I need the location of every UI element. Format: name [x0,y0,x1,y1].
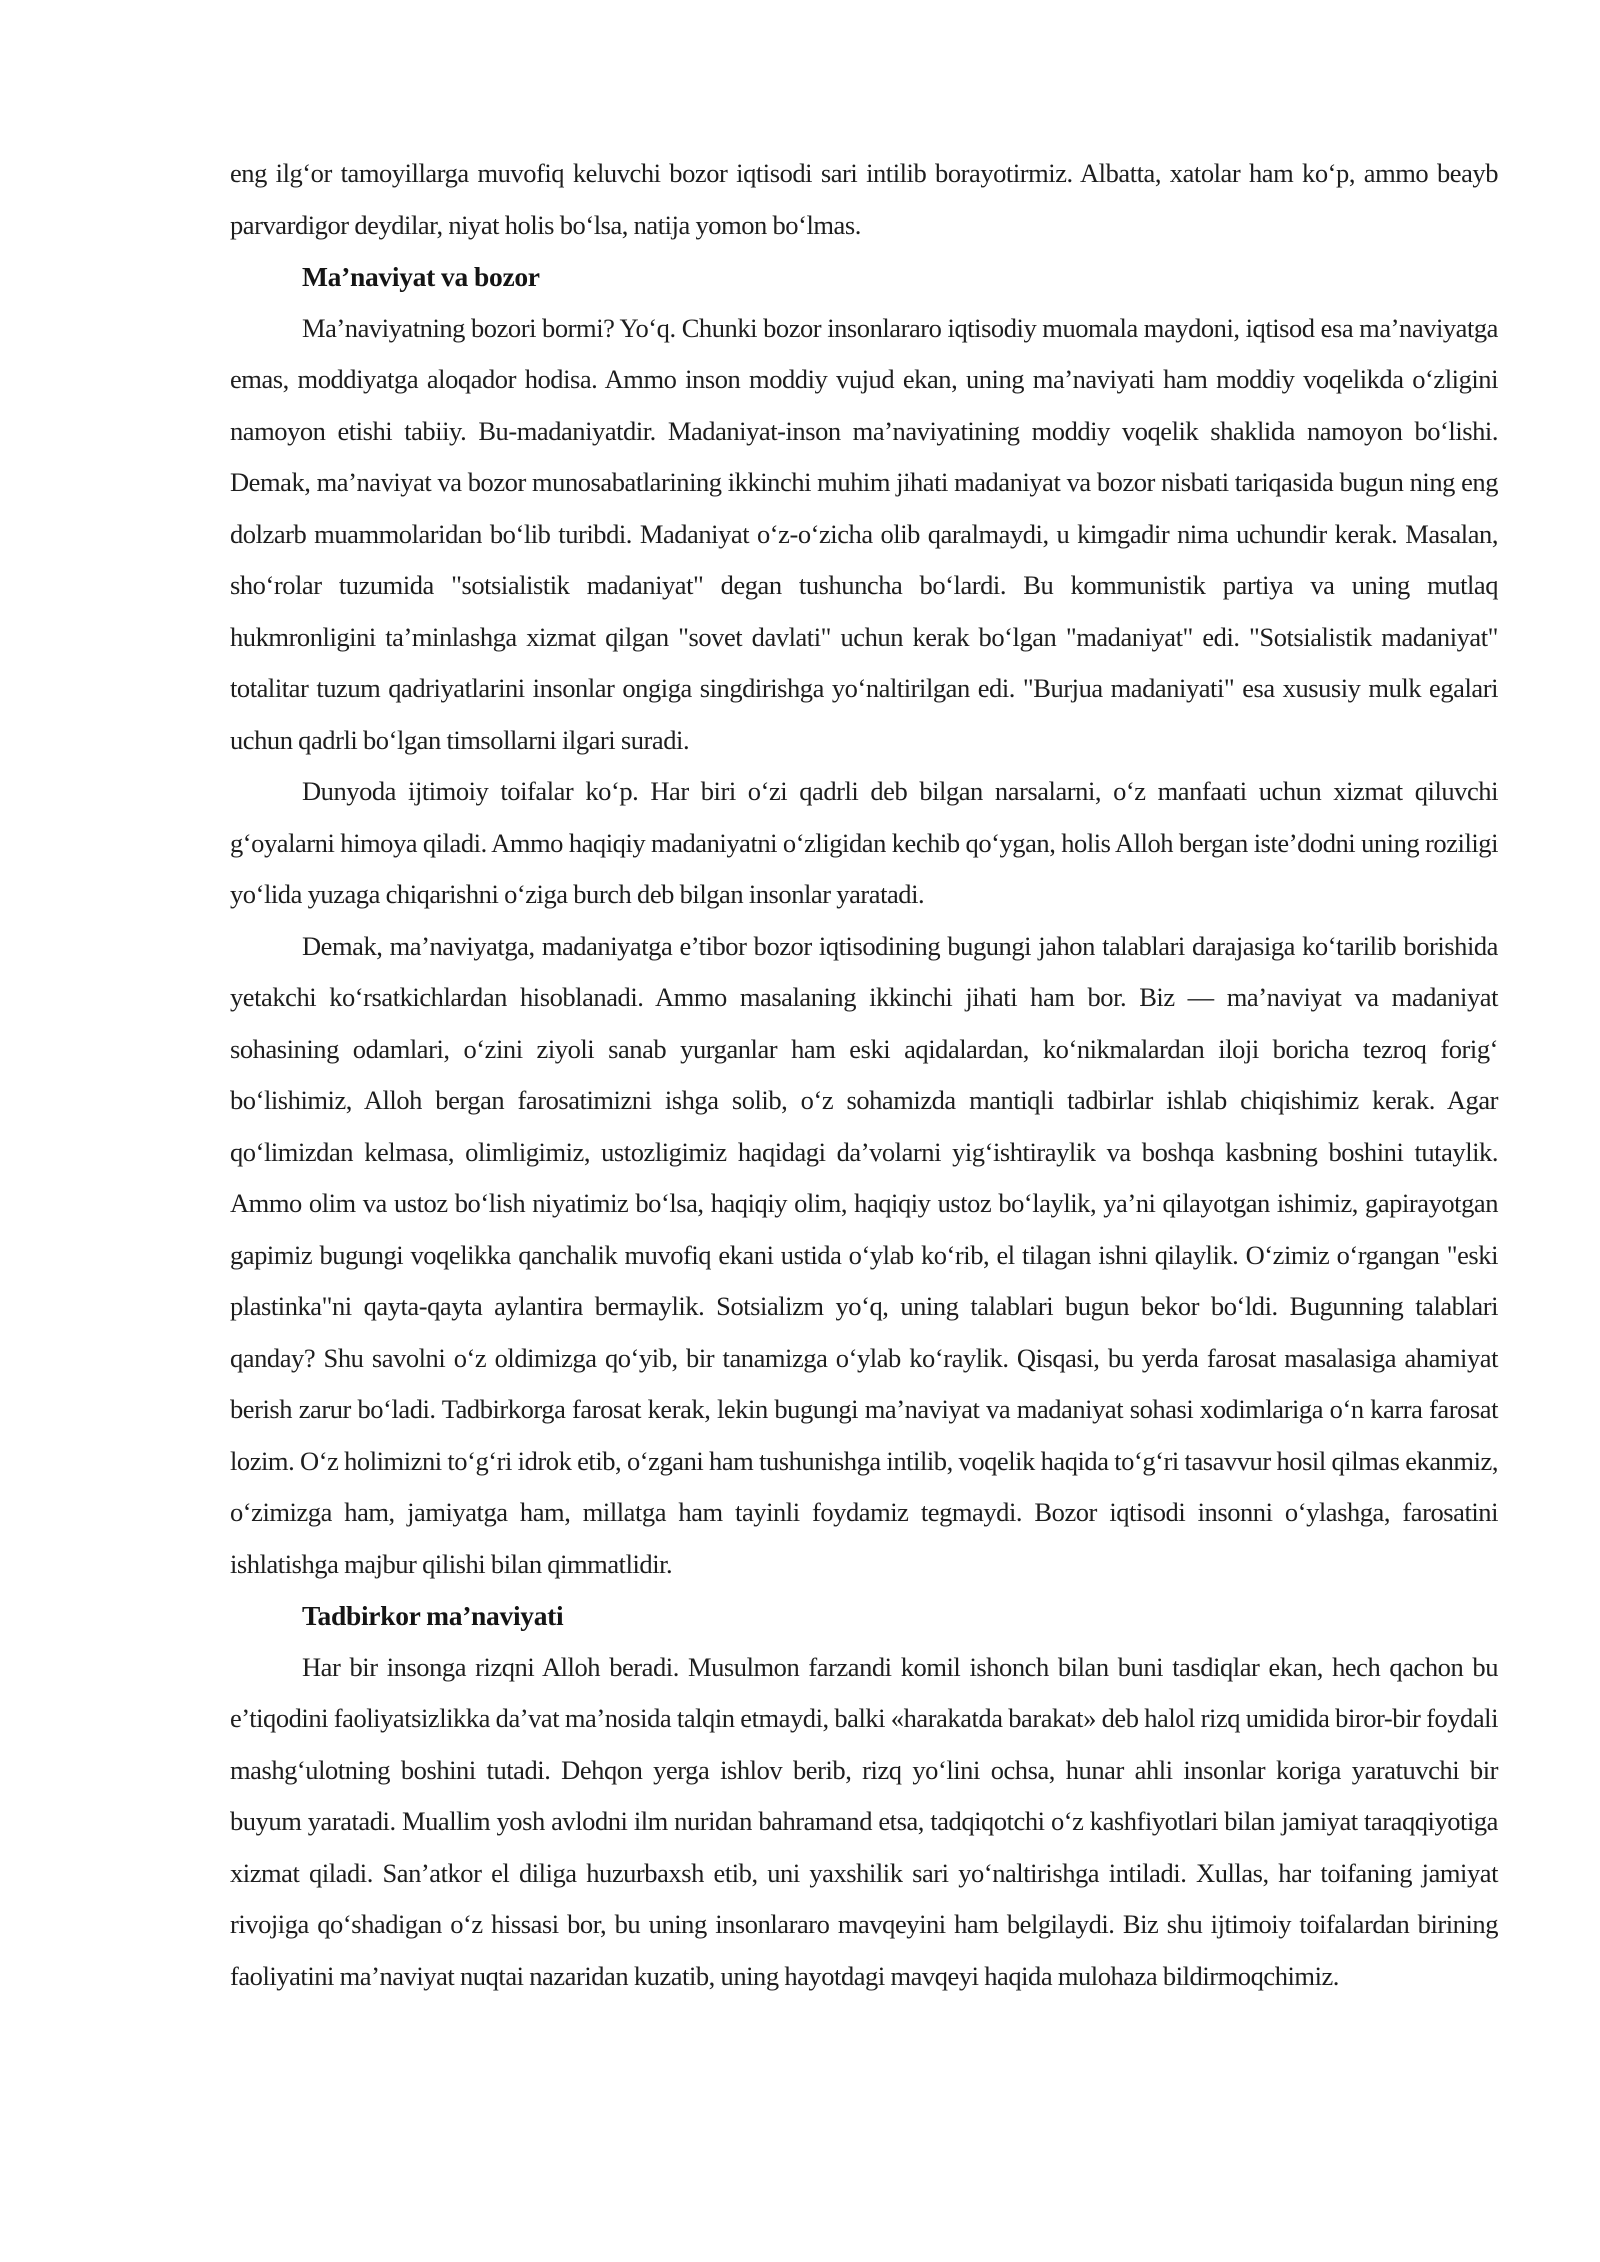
body-paragraph: Demak, ma’naviyatga, madaniyatga e’tibor bozor iqtisodining bugungi jahon talablari darajasiga ko‘tarilib borishida yetakchi ko‘rsatkichlardan hisoblanadi. Ammo masalaning ikkinchi jihati ham bor. Biz — ma’naviyat va madaniyat sohasining odamlari, o‘zini ziyoli sanab yurganlar ham eski aqidalardan, ko‘nikmalardan iloji boricha tezroq forig‘ bo‘lishimiz, Alloh bergan farosatimizni ishga solib, o‘z sohamizda mantiqli tadbirlar ishlab chiqishimiz kerak. Agar qo‘limizdan kelmasa, olimligimiz, ustozligimiz haqidagi da’volarni yig‘ishtiraylik va boshqa kasbning boshini tutaylik. Ammo olim va ustoz bo‘lish niyatimiz bo‘lsa, haqiqiy olim, haqiqiy ustoz bo‘laylik, ya’ni qilayotgan ishimiz, gapirayotgan gapimiz bugungi voqelikka qanchalik muvofiq ekani ustida o‘ylab ko‘rib, el tilagan ishni qilaylik. O‘zimiz o‘rgangan "eski plastinka"ni qayta-qayta aylantira bermaylik. Sotsializm yo‘q, uning talablari bugun bekor bo‘ldi. Bugunning talablari qanday? Shu savolni o‘z oldimizga qo‘yib, bir tanamizga o‘ylab ko‘raylik. Qisqasi, bu yerda farosat masalasiga ahamiyat berish zarur bo‘ladi. Tadbirkorga farosat kerak, lekin bugungi ma’naviyat va madaniyat sohasi xodimlariga o‘n karra farosat lozim. O‘z holimizni to‘g‘ri idrok etib, o‘zgani ham tushunishga intilib, voqelik haqida to‘g‘ri tasavvur hosil qilmas ekanmiz, o‘zimizga ham, jamiyatga ham, millatga ham tayinli foydamiz tegmaydi. Bozor iqtisodi insonni o‘ylashga, farosatini ishlatishga majbur qilishi bilan qimmatlidir. [230,930,1498,1579]
body-paragraph: Ma’naviyatning bozori bormi? Yo‘q. Chunki bozor insonlararo iqtisodiy muomala maydoni, iqtisod esa ma’naviyatga emas, moddiyatga aloqador hodisa. Ammo inson moddiy vujud ekan, uning ma’naviyati ham moddiy voqelikda o‘zligini namoyon etishi tabiiy. Bu-madaniyatdir. Madaniyat-inson ma’naviyatining moddiy voqelik shaklida namoyon bo‘lishi. Demak, ma’naviyat va bozor munosabatlarining ikkinchi muhim jihati madaniyat va bozor nisbati tariqasida bugun ning eng dolzarb muammolaridan bo‘lib turibdi. Madaniyat o‘z-o‘zicha olib qaralmaydi, u kimgadir nima uchundir kerak. Masalan, sho‘rolar tuzumida "sotsialistik madaniyat" degan tushuncha bo‘lardi. Bu kommunistik partiya va uning mutlaq hukmronligini ta’minlashga xizmat qilgan "sovet davlati" uchun kerak bo‘lgan "madaniyat" edi. "Sotsialistik madaniyat" totalitar tuzum qadriyatlarini insonlar ongiga singdirishga yo‘naltirilgan edi. "Burjua madaniyati" esa xususiy mulk egalari uchun qadrli bo‘lgan timsollarni ilgari suradi. [230,312,1498,755]
body-paragraph: Har bir insonga rizqni Alloh beradi. Musulmon farzandi komil ishonch bilan buni tasdiqlar ekan, hech qachon bu e’tiqodini faoliyatsizlikka da’vat ma’nosida talqin etmaydi, balki «harakatda barakat» deb halol rizq umidida biror-bir foydali mashg‘ulotning boshini tutadi. Dehqon yerga ishlov berib, rizq yo‘lini ochsa, hunar ahli insonlar koriga yaratuvchi bir buyum yaratadi. Muallim yosh avlodni ilm nuridan bahramand etsa, tadqiqotchi o‘z kashfiyotlari bilan jamiyat taraqqiyotiga xizmat qiladi. San’atkor el diliga huzurbaxsh etib, uni yaxshilik sari yo‘naltirishga intiladi. Xullas, har toifaning jamiyat rivojiga qo‘shadigan o‘z hissasi bor, bu uning insonlararo mavqeyini ham belgilaydi. Biz shu ijtimoiy toifalardan birining faoliyatini ma’naviyat nuqtai nazaridan kuzatib, uning hayotdagi mavqeyi haqida mulohaza bildirmoqchimiz. [230,1651,1498,1991]
section-heading-tadbirkor-manaviyati: Tadbirkor ma’naviyati [302,1600,564,1631]
body-paragraph: Dunyoda ijtimoiy toifalar ko‘p. Har biri o‘zi qadrli deb bilgan narsalarni, o‘z manfaati uchun xizmat qiluvchi g‘oyalarni himoya qiladi. Ammo haqiqiy madaniyatni o‘zligidan kechib qo‘ygan, holis Alloh bergan iste’dodni uning roziligi yo‘lida yuzaga chiqarishni o‘ziga burch deb bilgan insonlar yaratadi. [230,776,1498,909]
continuation-paragraph: eng ilg‘or tamoyillarga muvofiq keluvchi bozor iqtisodi sari intilib borayotirmiz. Albatta, xatolar ham ko‘p, ammo beayb parvardigor deydilar, niyat holis bo‘lsa, natija yomon bo‘lmas. [230,158,1498,240]
document-page [230,148,1498,2002]
section-heading-manaviyat-va-bozor: Ma’naviyat va bozor [302,261,540,292]
